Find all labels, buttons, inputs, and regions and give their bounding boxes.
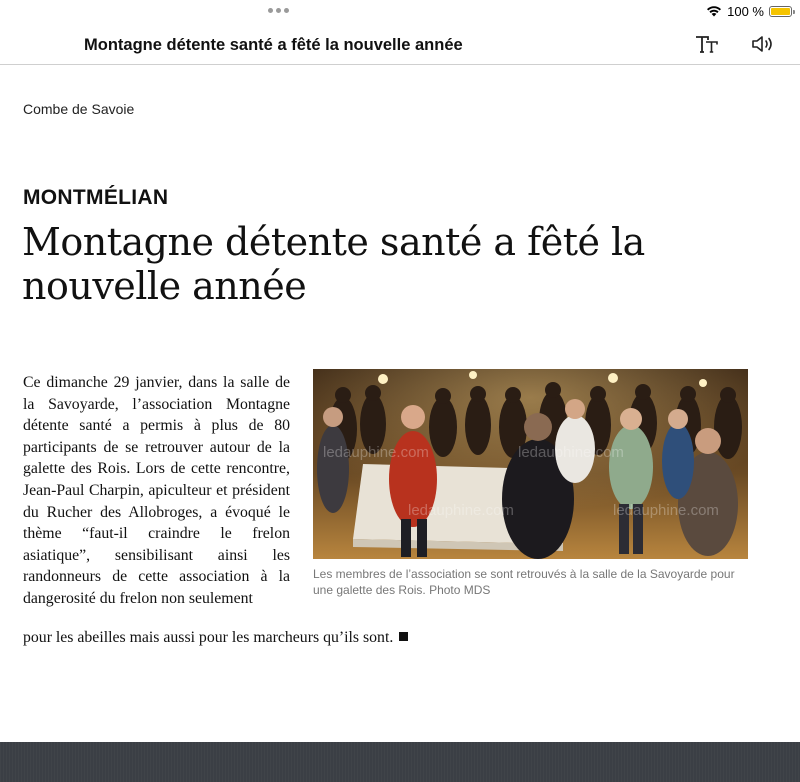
photo-watermark: ledauphine.com — [408, 502, 514, 519]
section-label: Combe de Savoie — [23, 101, 135, 117]
photo-crowd-illustration — [313, 369, 748, 559]
article-body-end — [23, 627, 408, 649]
article-headline: Montagne détente santé a fêté la nouvelle année — [22, 220, 645, 308]
status-indicators — [706, 3, 792, 19]
article-kicker: MONTMÉLIAN — [23, 186, 169, 209]
navigation-bar — [0, 22, 800, 65]
photo-watermark: ledauphine.com — [613, 502, 719, 519]
end-of-article-icon — [399, 632, 408, 641]
battery-percentage: 100 % — [727, 3, 764, 19]
nav-title: Montagne détente santé a fêté la nouvelle année — [84, 36, 463, 54]
article-photo[interactable] — [313, 369, 748, 559]
battery-icon — [769, 6, 792, 17]
bottom-toolbar — [0, 742, 800, 782]
photo-watermark: ledauphine.com — [323, 444, 429, 461]
wifi-icon — [706, 5, 722, 17]
speaker-icon[interactable] — [751, 34, 777, 54]
text-size-icon[interactable] — [695, 34, 719, 54]
multitasking-dots-icon[interactable] — [268, 8, 289, 13]
article-body-end-text: pour les abeilles mais aussi pour les marcheurs qu’ils sont. — [23, 629, 394, 646]
photo-watermark: ledauphine.com — [518, 444, 624, 461]
status-bar — [0, 0, 800, 22]
article-body: Ce dimanche 29 janvier, dans la salle de la Savoyarde, l’association Montagne détente santé a permis à plus de 80 participants de se retrouver autour de la galette des Rois. Lors de cette rencontre, Jean-Paul Charpin, apiculteur et président du Rucher des Allobroges, a évoqué le thème “faut-il craindre le frelon asiatique”, sensibilisant ainsi les randonneurs de cette association à la dangerosité du frelon non seulement — [23, 374, 290, 607]
photo-caption: Les membres de l’association se sont retrouvés à la salle de la Savoyarde pour une galette des Rois. Photo MDS — [313, 567, 735, 597]
